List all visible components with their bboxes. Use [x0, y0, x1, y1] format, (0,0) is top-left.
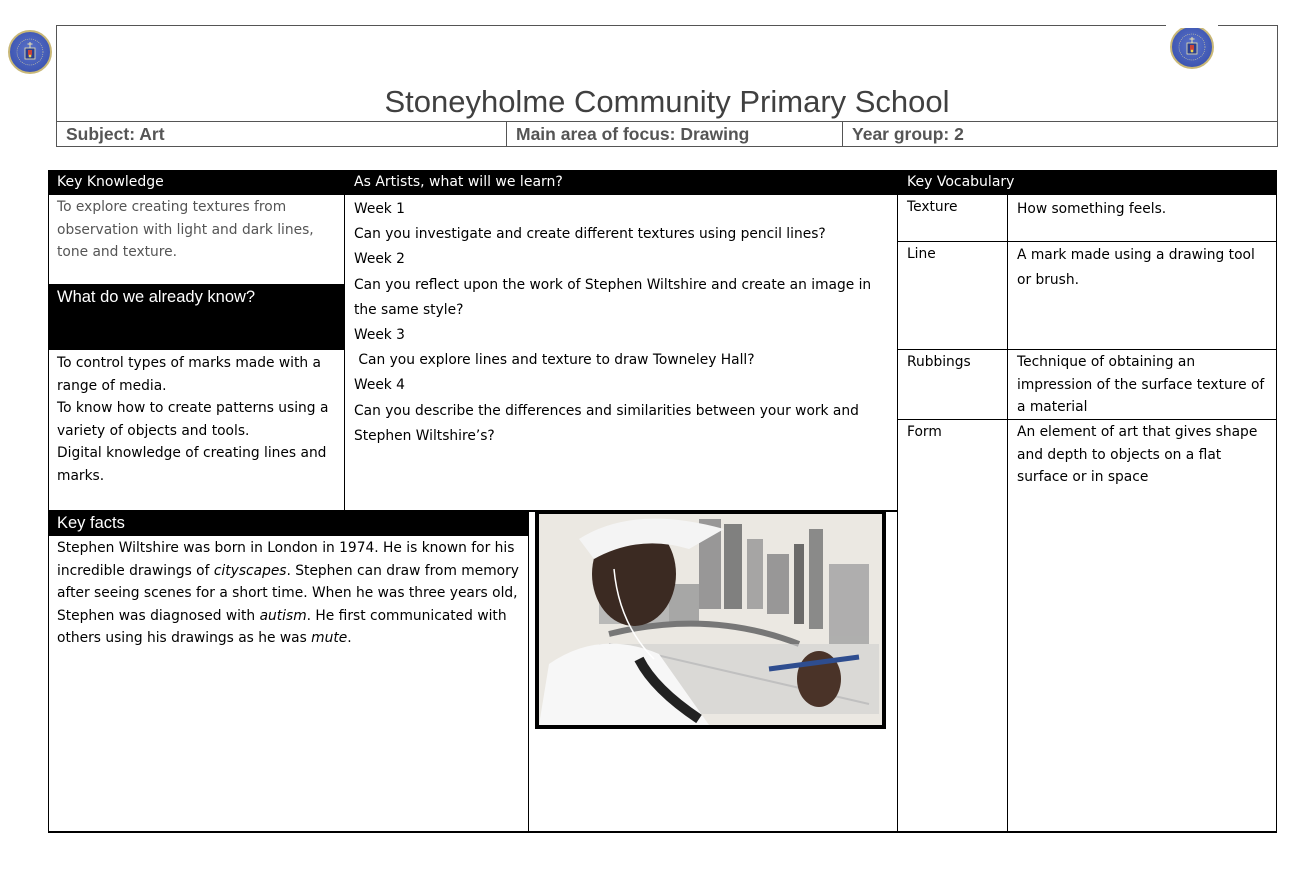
crest-emblem-icon	[15, 37, 45, 67]
key-facts-emphasis: autism	[259, 607, 307, 624]
divider	[48, 510, 898, 512]
vocab-term: Form	[907, 424, 942, 440]
key-facts-emphasis: cityscapes	[213, 562, 287, 579]
key-facts-part: . Stephen can draw from memory after seeing scenes for a short time. When he was three years old, Stephen was diagnosed with	[57, 562, 519, 624]
vocab-term: Line	[907, 246, 936, 262]
divider	[898, 419, 1277, 420]
divider	[1007, 195, 1008, 833]
vocab-term: Texture	[907, 199, 958, 215]
divider	[48, 349, 345, 350]
week-label: Week 2	[354, 251, 405, 268]
focus-label: Main area of focus: Drawing	[507, 122, 843, 146]
divider	[528, 511, 529, 833]
subject-row	[56, 121, 1278, 147]
already-know-item: To know how to create patterns using a variety of objects and tools.	[57, 400, 329, 439]
week-question: Can you investigate and create different textures using pencil lines?	[354, 226, 826, 243]
header-border-gap	[1166, 20, 1218, 28]
key-facts-part: .	[347, 630, 352, 647]
learn-weeks	[345, 196, 898, 510]
week-question: Can you describe the differences and similarities between your work and Stephen Wiltshire’s?	[354, 402, 859, 444]
vocab-term: Rubbings	[907, 354, 971, 370]
divider	[897, 170, 898, 833]
key-facts-part: . He first communicated with others using his drawings as he was	[57, 607, 507, 647]
year-group-label: Year group: 2	[852, 124, 964, 144]
week-label: Week 3	[354, 327, 405, 344]
vocab-definition: How something feels.	[1017, 201, 1167, 217]
already-know-list	[48, 350, 345, 510]
week-question: Can you explore lines and texture to draw Towneley Hall?	[354, 352, 755, 369]
vocab-definition: Technique of obtaining an impression of the surface texture of a material	[1017, 354, 1265, 416]
artist-photo	[535, 510, 886, 729]
key-facts-part: Stephen Wiltshire was born in London in 1974. He is known for his incredible drawings of	[57, 540, 515, 579]
week-question: Can you reflect upon the work of Stephen Wiltshire and create an image in the same style?	[354, 276, 872, 318]
divider	[48, 831, 1277, 833]
learn-heading: As Artists, what will we learn?	[345, 170, 898, 195]
school-title: Stoneyholme Community Primary School	[384, 84, 950, 119]
artist-drawing-cityscape-image	[539, 514, 882, 725]
divider	[898, 349, 1277, 350]
vocab-definition: A mark made using a drawing tool or brush.	[1017, 247, 1255, 288]
already-know-heading: What do we already know?	[48, 284, 345, 350]
key-knowledge-heading: Key Knowledge	[48, 170, 345, 195]
school-crest-icon-left	[8, 30, 52, 74]
already-know-item: Digital knowledge of creating lines and marks.	[57, 445, 327, 484]
week-label: Week 4	[354, 377, 405, 394]
vocab-definition: An element of art that gives shape and depth to objects on a flat surface or in space	[1017, 424, 1258, 486]
subject-label: Subject: Art	[57, 122, 507, 146]
already-know-item: To control types of marks made with a range of media.	[57, 355, 321, 394]
key-facts-heading: Key facts	[48, 511, 528, 536]
divider	[898, 241, 1277, 242]
key-facts-emphasis: mute	[311, 630, 348, 647]
divider	[344, 195, 345, 511]
week-label: Week 1	[354, 201, 405, 217]
key-knowledge-text: To explore creating textures from observation with light and dark lines, tone and texture.	[57, 199, 314, 261]
key-facts-text	[48, 536, 528, 832]
vocabulary-heading: Key Vocabulary	[898, 170, 1277, 195]
